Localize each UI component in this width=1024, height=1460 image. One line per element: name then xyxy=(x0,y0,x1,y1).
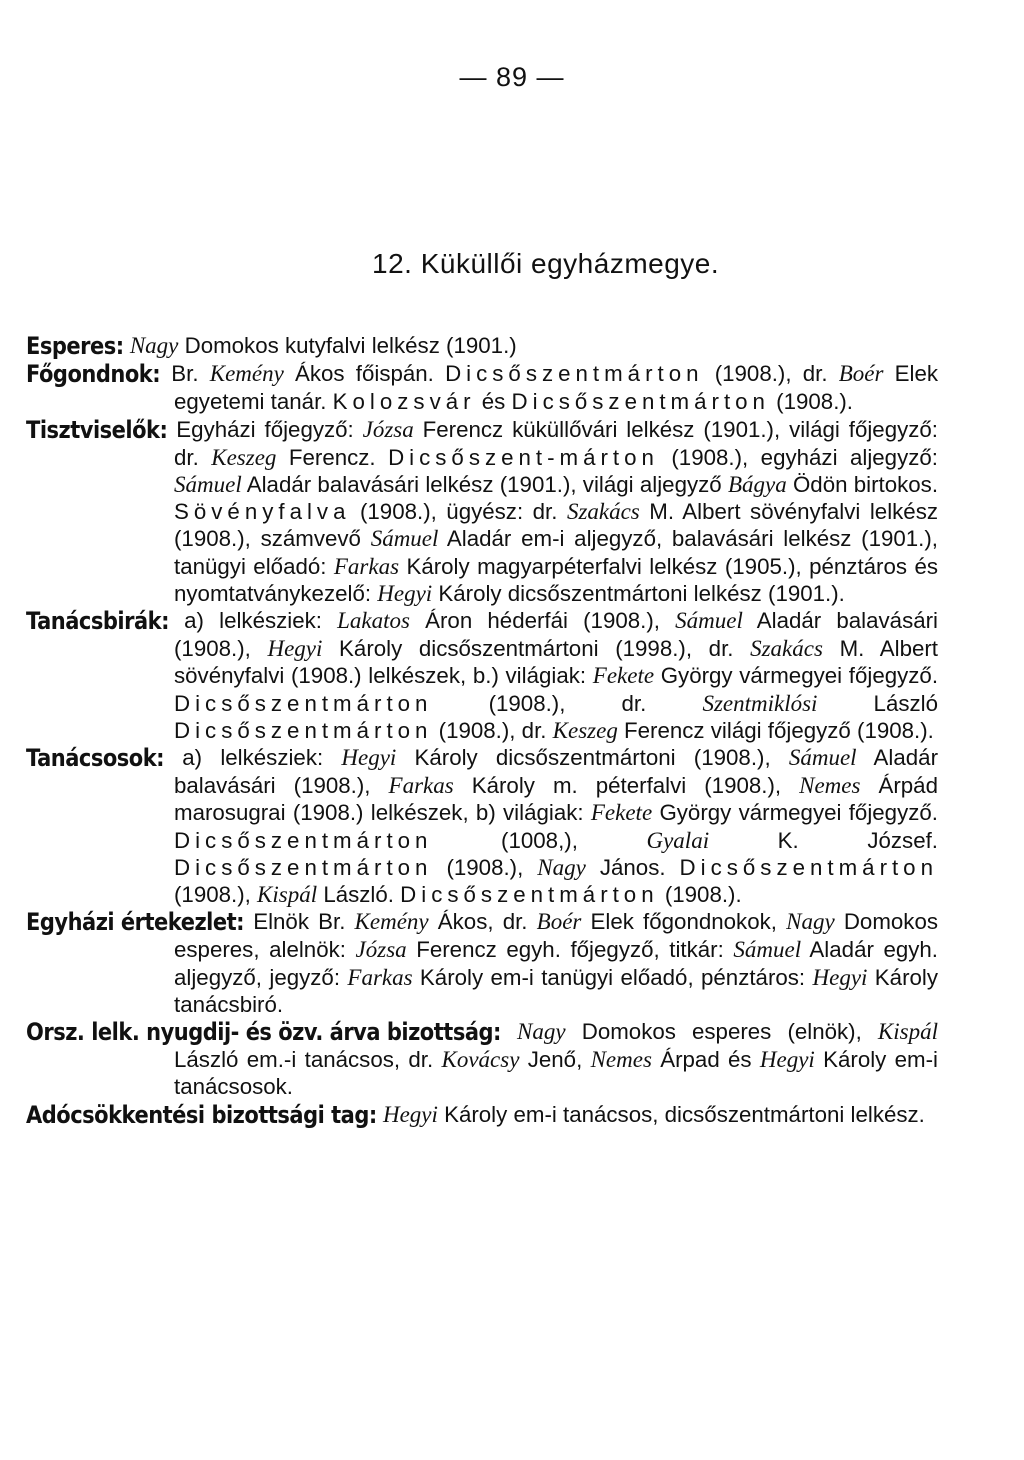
entry-text: Elek egyetemi tanár. xyxy=(174,361,945,415)
entry-text: Károly em-i tanácsos, dicsőszentmártoni lelkész. xyxy=(437,1101,925,1127)
person-surname: Farkas xyxy=(347,964,413,990)
entry-text: Ferencz egyh. főjegyző, titkár: xyxy=(406,937,734,963)
person-surname: Fekete xyxy=(590,800,653,826)
entry-text: Ferencz küküllővári lelkész (1901.), világi főjegyző: dr. xyxy=(174,416,945,470)
person-surname: Hegyi xyxy=(267,636,323,662)
entry-text: (1908.), ügyész: dr. xyxy=(350,499,567,525)
entry-text: Károly magyarpéterfalvi lelkész (1905.), pénztáros és nyomtatványkezelő: xyxy=(174,553,945,606)
entry-text: Károly dicsőszentmártoni lelkész (1901.). xyxy=(432,580,845,606)
place-name: Dicsőszent-márton xyxy=(388,444,659,470)
directory-entry xyxy=(26,332,938,360)
place-name: Sövényfalva xyxy=(174,499,351,525)
person-surname: Szakács xyxy=(566,499,640,525)
person-surname: Boér xyxy=(838,361,884,387)
place-name: Dicsőszentmárton xyxy=(174,717,433,743)
entry-text: László xyxy=(817,690,945,716)
place-name: Dicsőszentmárton xyxy=(679,854,938,880)
entry-text: Domokos esperes, alelnök: xyxy=(174,909,945,963)
person-surname: Józsa xyxy=(362,416,414,442)
entry-text: (1008,), xyxy=(432,827,647,853)
entry-text: Károly em-i tanácsosok. xyxy=(174,1047,945,1100)
entry-text: és xyxy=(475,389,512,415)
entry-text: Jenő, xyxy=(519,1047,591,1073)
place-name: Dicsőszentmárton xyxy=(445,361,704,387)
entry-text: Ákos, dr. xyxy=(428,909,537,935)
directory-entry xyxy=(26,415,945,607)
person-surname: Farkas xyxy=(333,553,400,579)
person-surname: Nagy xyxy=(537,854,586,880)
person-surname: Nagy xyxy=(786,909,835,935)
church-directory-body xyxy=(26,332,945,1129)
person-surname: Sámuel xyxy=(675,608,743,634)
entry-label: Főgondnok: xyxy=(26,360,161,388)
page-number: — 89 — xyxy=(459,62,565,92)
entry-text: Károly m. péterfalvi (1908.), xyxy=(453,773,800,799)
entry-text: Árpad és xyxy=(651,1047,760,1073)
person-surname: Nemes xyxy=(799,773,861,799)
person-surname: Szentmiklósi xyxy=(702,690,818,716)
directory-entry xyxy=(26,1100,938,1129)
entry-text: Aladár egyh. aljegyző, jegyző: xyxy=(174,937,945,990)
person-surname: Boér xyxy=(536,909,582,935)
entry-text: (1908.), dr. xyxy=(432,717,553,743)
person-surname: Kispál xyxy=(877,1019,938,1045)
section-title: 12. Küküllői egyházmegye. xyxy=(372,248,720,279)
person-surname: Hegyi xyxy=(341,745,397,771)
entry-text: (1908.), dr. xyxy=(703,361,839,387)
entry-text: György vármegyei főjegyző. xyxy=(654,663,945,689)
entry-text: M. Albert sövényfalvi (1908.) lelkészek, b.) világiak: xyxy=(174,636,945,689)
person-surname: Gyalai xyxy=(646,827,710,853)
entry-text xyxy=(501,1019,517,1044)
entry-text: (1908.), dr. xyxy=(432,690,703,716)
entry-label: Tanácsbirák: xyxy=(26,607,169,635)
entry-text: M. Albert sövényfalvi lelkész (1908.), számvevő xyxy=(174,499,945,552)
person-surname: Keszeg xyxy=(552,717,618,743)
entry-text: K. József. xyxy=(709,827,945,853)
entry-text: Elnök Br. xyxy=(244,909,355,935)
person-surname: Kemény xyxy=(209,361,284,387)
entry-text: Aladár balavásári (1908.), xyxy=(174,608,945,662)
entry-text: (1908.), egyházi aljegyző: xyxy=(658,444,945,470)
place-name: Dicsőszentmárton xyxy=(174,854,433,880)
place-name: Dicsőszentmárton xyxy=(511,389,770,415)
entry-text: Ákos főispán. xyxy=(283,361,446,387)
entry-label: Orsz. lelk. nyugdij- és özv. árva bizottság: xyxy=(26,1018,501,1046)
directory-entry xyxy=(26,744,945,908)
person-surname: Kemény xyxy=(354,909,429,935)
entry-text: Aladár balavásári (1908.), xyxy=(174,745,945,799)
entry-text: László em.-i tanácsos, dr. xyxy=(174,1019,945,1073)
entry-text: (1908.). xyxy=(658,882,742,908)
person-surname: Szakács xyxy=(750,636,823,662)
person-surname: Sámuel xyxy=(788,745,857,771)
entry-text: Ödön birtokos. xyxy=(786,472,945,498)
person-surname: Sámuel xyxy=(174,472,242,498)
person-surname: Kispál xyxy=(257,882,318,908)
place-name: Dicsőszentmárton xyxy=(174,827,433,853)
entry-text: Domokos esperes (elnök), xyxy=(565,1019,878,1045)
person-surname: Hegyi xyxy=(812,964,868,990)
person-surname: Fekete xyxy=(592,663,655,689)
person-surname: Bágya xyxy=(727,472,787,498)
entry-label: Tisztviselők: xyxy=(26,415,168,444)
person-surname: Sámuel xyxy=(370,526,439,552)
entry-text: Egyházi főjegyző: xyxy=(167,416,363,442)
entry-text: (1908.). xyxy=(769,389,854,415)
entry-text: (1908.), xyxy=(432,854,538,880)
person-surname: Kovácsy xyxy=(441,1047,520,1073)
entry-text: János. xyxy=(585,854,680,880)
entry-text: Ferencz. xyxy=(276,444,389,470)
entry-text: Áron héderfái (1908.), xyxy=(409,608,676,634)
entry-text: György vármegyei főjegyző. xyxy=(652,800,945,826)
person-surname: Lakatos xyxy=(337,608,410,634)
entry-text: Elek főgondnokok, xyxy=(581,909,787,935)
entry-text: Br. xyxy=(160,361,210,387)
entry-text: Domokos kutyfalvi lelkész (1901.) xyxy=(178,333,517,358)
entry-label: Egyházi értekezlet: xyxy=(26,908,245,936)
directory-entry xyxy=(26,908,945,1018)
entry-text: Aladár balavásári lelkész (1901.), világi aljegyző xyxy=(241,472,728,498)
entry-text: Károly tanácsbiró. xyxy=(174,964,945,1017)
entry-text: László. xyxy=(317,882,401,908)
place-name: Dicsőszentmárton xyxy=(400,882,659,908)
entry-text: Károly em-i tanügyi előadó, pénztáros: xyxy=(412,964,813,990)
entry-label: Adócsökkentési bizottsági tag: xyxy=(26,1100,377,1129)
entry-text: a) lelkésziek: xyxy=(164,745,342,771)
person-surname: Hegyi xyxy=(382,1101,438,1127)
entry-text: a) lelkésziek: xyxy=(168,608,338,634)
person-surname: Nagy xyxy=(129,333,179,358)
person-surname: Hegyi xyxy=(377,580,433,606)
person-surname: Nagy xyxy=(517,1019,566,1045)
entry-text: Ferencz világi főjegyző (1908.). xyxy=(617,717,934,743)
directory-entry xyxy=(26,607,945,744)
directory-entry xyxy=(26,1018,945,1101)
person-surname: Józsa xyxy=(355,937,407,963)
person-surname: Keszeg xyxy=(211,444,277,470)
directory-entry xyxy=(26,360,945,415)
person-surname: Nemes xyxy=(590,1047,652,1073)
person-surname: Sámuel xyxy=(733,937,802,963)
entry-label: Esperes: xyxy=(26,332,124,360)
entry-text: Aladár em-i aljegyző, balavásári lelkész (1901.), tanügyi előadó: xyxy=(174,526,945,579)
entry-label: Tanácsosok: xyxy=(26,744,165,772)
entry-text: Károly dicsőszentmártoni (1908.), xyxy=(396,745,789,771)
entry-text: (1908.), xyxy=(174,854,945,908)
place-name: Dicsőszentmárton xyxy=(174,690,433,716)
person-surname: Farkas xyxy=(388,773,454,799)
place-name: Kolozsvár xyxy=(332,389,476,415)
entry-text: Árpád marosugrai (1908.) lelkészek, b) világiak: xyxy=(174,773,945,826)
entry-text: Károly dicsőszentmártoni (1998.), dr. xyxy=(322,636,751,662)
person-surname: Hegyi xyxy=(759,1047,815,1073)
